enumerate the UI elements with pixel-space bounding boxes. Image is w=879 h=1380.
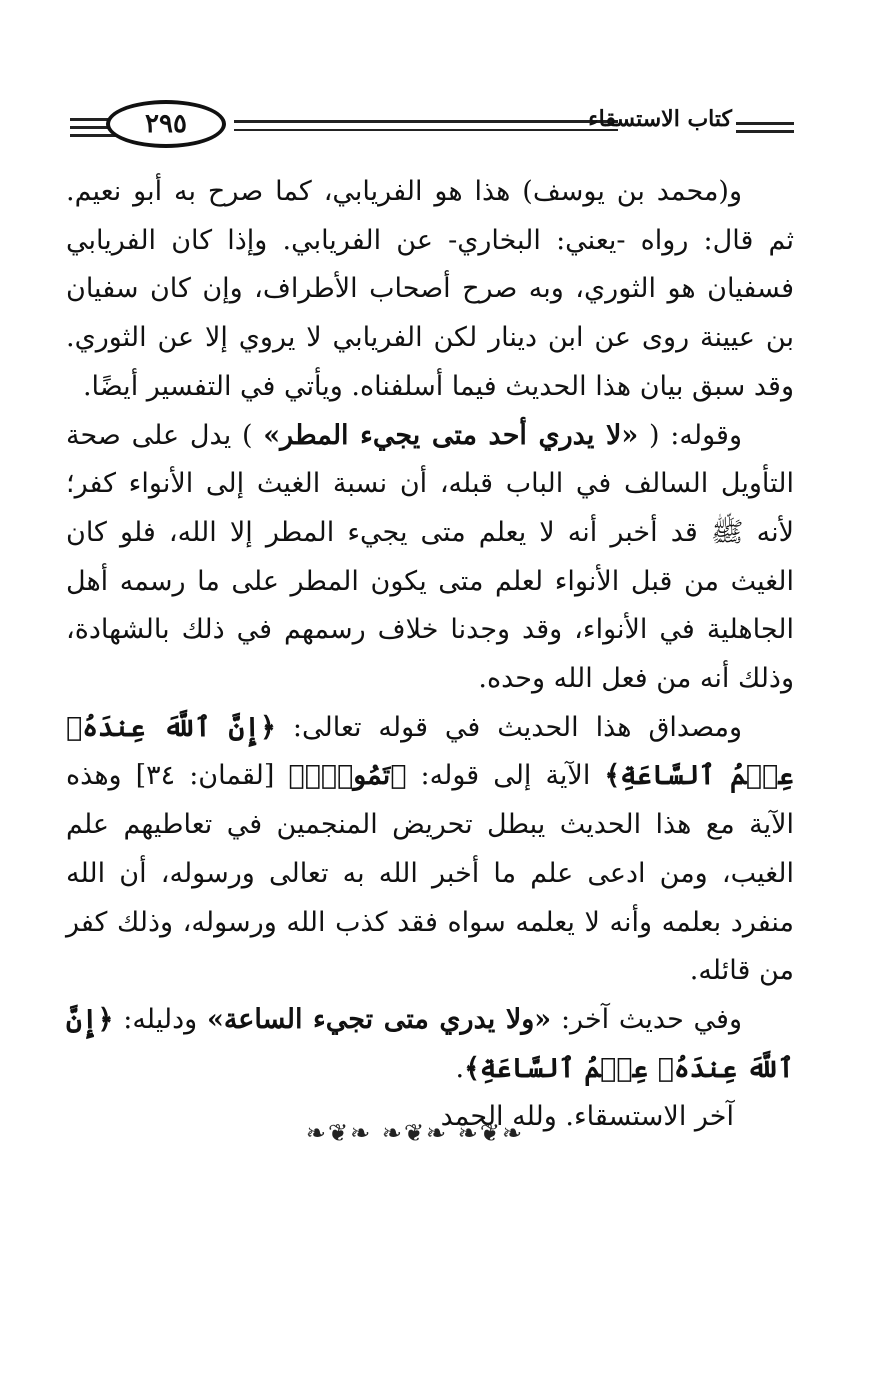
paragraph-3-verse-1: ﴿إِنَّ ٱللَّهَ عِندَهُۥ عِلۡمُ ٱلسَّاعَةِ﴾ <box>66 711 794 792</box>
paragraph-2 <box>66 412 794 704</box>
paragraph-2-text-a: وقوله: ( <box>638 419 742 451</box>
paragraph-1-text: و(محمد بن يوسف) هذا هو الفريابي، كما صرح به أبو نعيم. ثم قال: رواه -يعني: البخاري- عن الفريابي. وإذا كان الفريابي فسفيان هو الثوري، وبه صرح أصحاب الأطراف، وإن كان سفيان بن عيينة روى عن ابن دينار لكن الفريابي لا يروي إلا عن الثوري. وقد سبق بيان هذا الحديث فيما أسلفناه. ويأتي في التفسير أيضًا. <box>66 176 794 402</box>
paragraph-2-text-b: ) يدل على صحة التأويل السالف في الباب قبله، أن نسبة الغيث إلى الأنواء كفر؛ لأنه ﷺ قد أخبر أنه لا يعلم متى يجيء المطر إلا الله، فلو كان الغيث من قبل الأنواء لعلم متى يكون المطر على ما رسمه أهل الجاهلية في الأنواء، وقد وجدنا خلاف رسمهم في ذلك بالشهادة، وذلك أنه من فعل الله وحده. <box>66 419 794 695</box>
page-header <box>64 96 796 156</box>
page-number-frame <box>106 100 226 148</box>
header-rule-right-2 <box>736 130 794 133</box>
paragraph-4-hadith-quote: «ولا يدري متى تجيء الساعة» <box>206 1003 552 1035</box>
paragraph-3-text-b: الآية إلى قوله: <box>406 760 605 792</box>
body-text <box>66 168 794 1142</box>
paragraph-2-hadith-quote: «لا يدري أحد متى يجيء المطر» <box>263 419 639 451</box>
running-title: كتاب الاستسقاء <box>588 106 732 132</box>
paragraph-3 <box>66 704 794 996</box>
end-ornament: ❧❦❧ ❧❦❧ ❧❦❧ <box>305 1119 525 1147</box>
paragraph-3-text-c: [لقمان: ٣٤] وهذه الآية مع هذا الحديث يبطل تحريض المنجمين في تعاطيهم علم الغيب، ومن ادعى علم ما أخبر الله به تعالى ورسوله، أن الله منفرد بعلمه وأنه لا يعلمه سواه فقد كذب الله ورسوله، وذلك كفر من قائله. <box>66 760 794 987</box>
header-rule-middle-1 <box>234 120 618 123</box>
header-rule-right-1 <box>736 122 794 125</box>
paragraph-4-text-c: . <box>455 1052 465 1084</box>
paragraph-1 <box>66 168 794 412</box>
paragraph-4-verse: ﴿إِنَّ ٱللَّهَ عِندَهُۥ عِلۡمُ ٱلسَّاعَةِ﴾ <box>66 1003 794 1084</box>
page-number: ٢٩٥ <box>145 109 187 139</box>
paragraph-3-verse-2: ﴿تَمُوتُۚ﴾ <box>288 760 407 792</box>
closing-line: آخر الاستسقاء. ولله الحمد <box>440 1101 734 1133</box>
paragraph-4 <box>66 996 794 1093</box>
paragraph-4-text-b: ودليله: <box>113 1003 207 1035</box>
header-rule-middle-2 <box>234 129 618 131</box>
paragraph-4-text-a: وفي حديث آخر: <box>551 1003 742 1035</box>
paragraph-3-text-a: ومصداق هذا الحديث في قوله تعالى: <box>275 711 742 743</box>
